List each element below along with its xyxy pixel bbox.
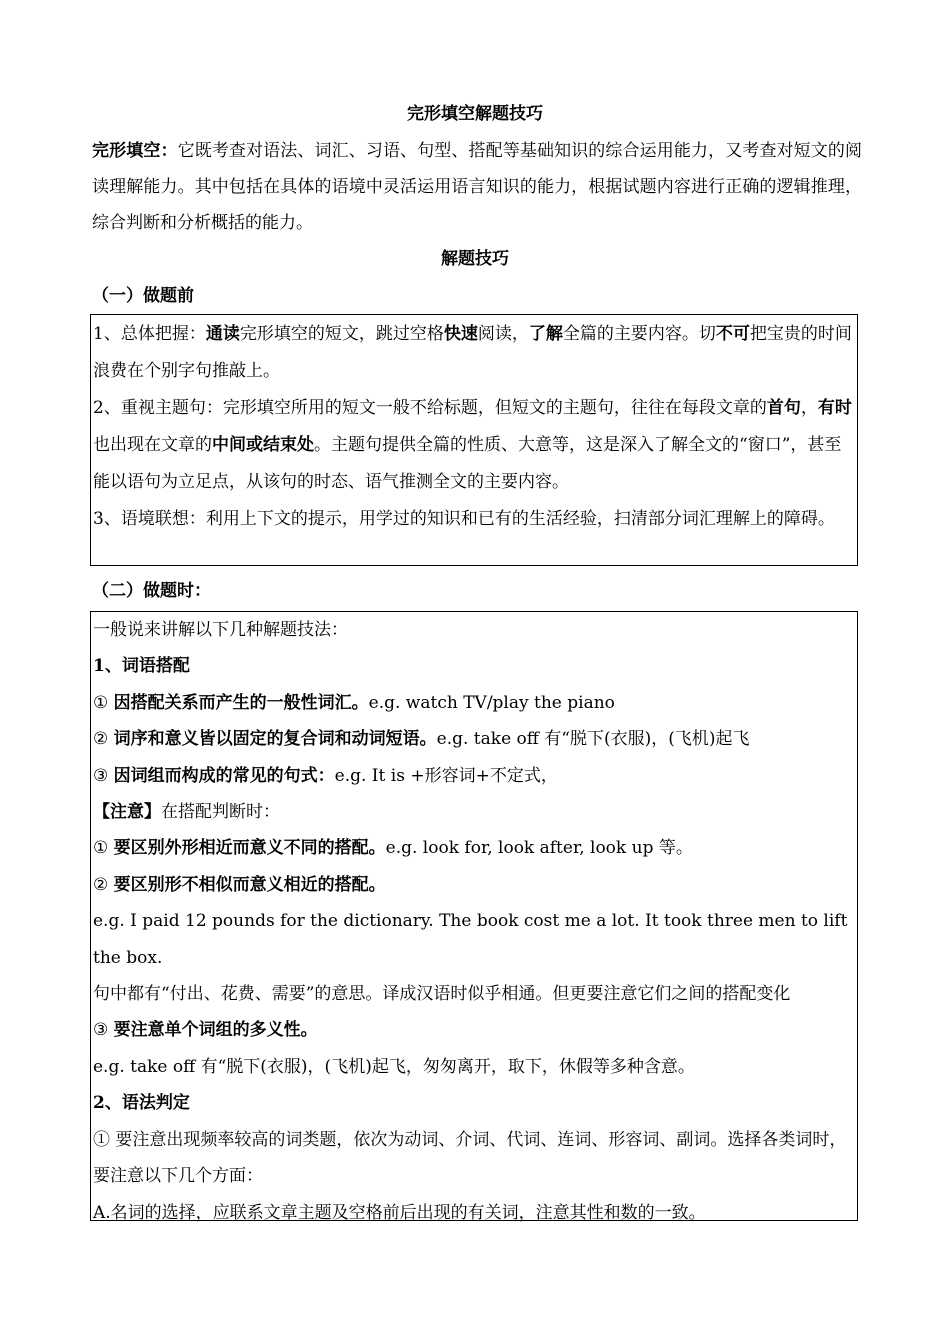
heading-grammar: 2、语法判定	[93, 1093, 190, 1114]
example-sentences: e.g. I paid 12 pounds for the dictionary. The book cost me a lot. It took three men to lift the box.	[93, 911, 848, 968]
section-title: 解题技巧	[441, 249, 509, 269]
intro-paragraph	[92, 133, 862, 241]
section2-heading: （二）做题时：	[92, 581, 211, 601]
section2-box	[90, 611, 858, 1221]
note-item-2: ② 要区别形不相似而意义相近的搭配。	[93, 874, 386, 895]
grammar-item-a: A.名词的选择，应联系文章主题及空格前后出现的有关词，注意其性和数的一致。	[93, 1202, 706, 1223]
example-take-off: e.g. take off 有“脱下(衣服)，(飞机)起飞，匆匆离开，取下，休假等多种含意。	[93, 1056, 695, 1077]
section1-heading: （一）做题前	[92, 286, 194, 306]
intro-label: 完形填空：	[92, 141, 178, 161]
note-item-1: ① 要区别外形相近而意义不同的搭配。e.g. look for, look after, look up 等。	[93, 838, 693, 859]
collocation-item-1: ① 因搭配关系而产生的一般性词汇。e.g. watch TV/play the piano	[93, 692, 615, 713]
tip-topic-sentence: 2、重视主题句：完形填空所用的短文一般不给标题，但短文的主题句，往往在每段文章的首句，有时也出现在文章的中间或结束处。主题句提供全篇的性质、大意等，这是深入了解全文的“窗口”，甚至能以语句为立足点，从该句的时态、语气推测全文的主要内容。	[93, 398, 852, 492]
section1-box	[90, 314, 858, 566]
collocation-item-3: ③ 因词组而构成的常见的句式：e.g. It is +形容词+不定式，	[93, 765, 558, 786]
intro-text: 它既考查对语法、词汇、习语、句型、搭配等基础知识的综合运用能力，又考查对短文的阅读理解能力。其中包括在具体的语境中灵活运用语言知识的能力，根据试题内容进行正确的逻辑推理，综合判断和分析概括的能力。	[92, 141, 863, 233]
grammar-item-1: ① 要注意出现频率较高的词类题，依次为动词、介词、代词、连词、形容词、副词。选择各类词时，要注意以下几个方面：	[93, 1129, 847, 1187]
collocation-item-2: ② 词序和意义皆以固定的复合词和动词短语。e.g. take off 有“脱下(衣服)，(飞机)起飞	[93, 729, 750, 750]
tip-context: 3、语境联想：利用上下文的提示，用学过的知识和已有的生活经验，扫清部分词汇理解上的障碍。	[93, 509, 835, 529]
document-title: 完形填空解题技巧	[407, 104, 543, 124]
note-line: 【注意】在搭配判断时：	[93, 802, 280, 823]
tip-overall: 1、总体把握：通读完形填空的短文，跳过空格快速阅读，了解全篇的主要内容。切不可把宝贵的时间浪费在个别字句推敲上。	[93, 324, 852, 381]
techniques-intro: 一般说来讲解以下几种解题技法：	[93, 620, 348, 640]
note-item-3: ③ 要注意单个词组的多义性。	[93, 1020, 318, 1041]
heading-collocation: 1、词语搭配	[93, 656, 190, 677]
example-explanation: 句中都有“付出、花费、需要”的意思。译成汉语时似乎相通。但更要注意它们之间的搭配变化	[93, 984, 791, 1005]
